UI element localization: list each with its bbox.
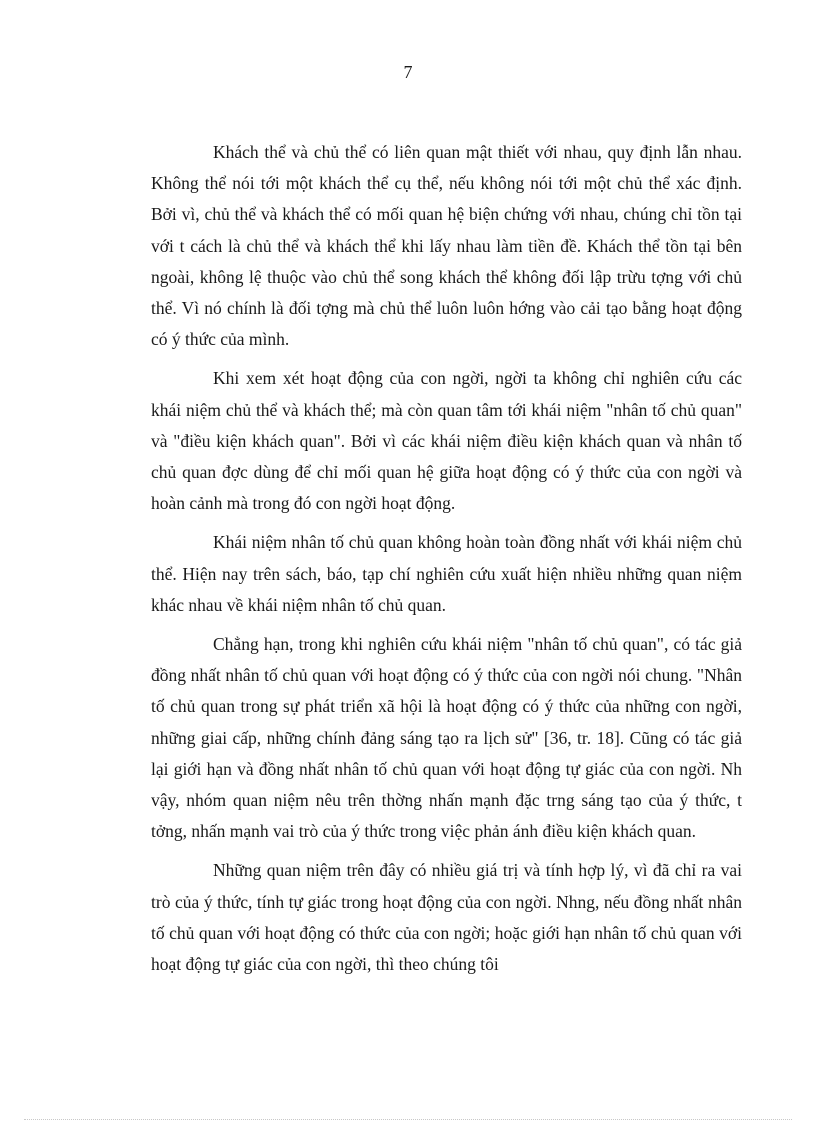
paragraph-subject-object: Khách thể và chủ thể có liên quan mật thiết với nhau, quy định lẫn nhau. Không thể nói tới một khách thể cụ thể, nếu không nói tới một chủ thể xác định. Bởi vì, chủ thể và khách thể có mối quan hệ biện chứng với nhau, chúng chỉ tồn tại với t cách là chủ thể và khách thể khi lấy nhau làm tiền đề. Khách thể tồn tại bên ngoài, không lệ thuộc vào chủ thể song khách thể không đối lập trừu tợng với chủ thể. Vì nó chính là đối tợng mà chủ thể luôn luôn hớng vào cải tạo bằng hoạt động có ý thức của mình. xyxy=(151,142,742,350)
paragraph-author-views: Chẳng hạn, trong khi nghiên cứu khái niệm "nhân tố chủ quan", có tác giả đồng nhất nhân tố chủ quan với hoạt động có ý thức của con ngời nói chung. "Nhân tố chủ quan trong sự phát triển xã hội là hoạt động có ý thức của những con ngời, những giai cấp, những chính đảng sáng tạo ra lịch sử" [36, tr. 18]. Cũng có tác giả lại giới hạn và đồng nhất nhân tố chủ quan với hoạt động tự giác của con ngời. Nh vậy, nhóm quan niệm nêu trên thờng nhấn mạnh đặc trng sáng tạo của ý thức, t tởng, nhấn mạnh vai trò của ý thức trong việc phản ánh điều kiện khách quan. xyxy=(151,634,742,842)
paragraph-subjective-factor-concept: Khái niệm nhân tố chủ quan không hoàn toàn đồng nhất với khái niệm chủ thể. Hiện nay trên sách, báo, tạp chí nghiên cứu xuất hiện nhiều những quan niệm khác nhau về khái niệm nhân tố chủ quan. xyxy=(151,532,742,615)
body-text xyxy=(151,137,742,988)
page-number: 7 xyxy=(403,62,413,82)
paragraph-human-activity: Khi xem xét hoạt động của con ngời, ngời ta không chỉ nghiên cứu các khái niệm chủ thể và khách thể; mà còn quan tâm tới khái niệm "nhân tố chủ quan" và "điều kiện khách quan". Bởi vì các khái niệm điều kiện khách quan và nhân tố chủ quan đợc dùng để chỉ mối quan hệ giữa hoạt động có ý thức của con ngời và hoàn cảnh mà trong đó con ngời hoạt động. xyxy=(151,368,742,514)
page-bottom-divider xyxy=(24,1119,792,1120)
paragraph-evaluation: Những quan niệm trên đây có nhiều giá trị và tính hợp lý, vì đã chỉ ra vai trò của ý thức, tính tự giác trong hoạt động của con ngời. Nhng, nếu đồng nhất nhân tố chủ quan với hoạt động có thức của con ngời; hoặc giới hạn nhân tố chủ quan với hoạt động tự giác của con ngời, thì theo chúng tôi xyxy=(151,860,742,975)
